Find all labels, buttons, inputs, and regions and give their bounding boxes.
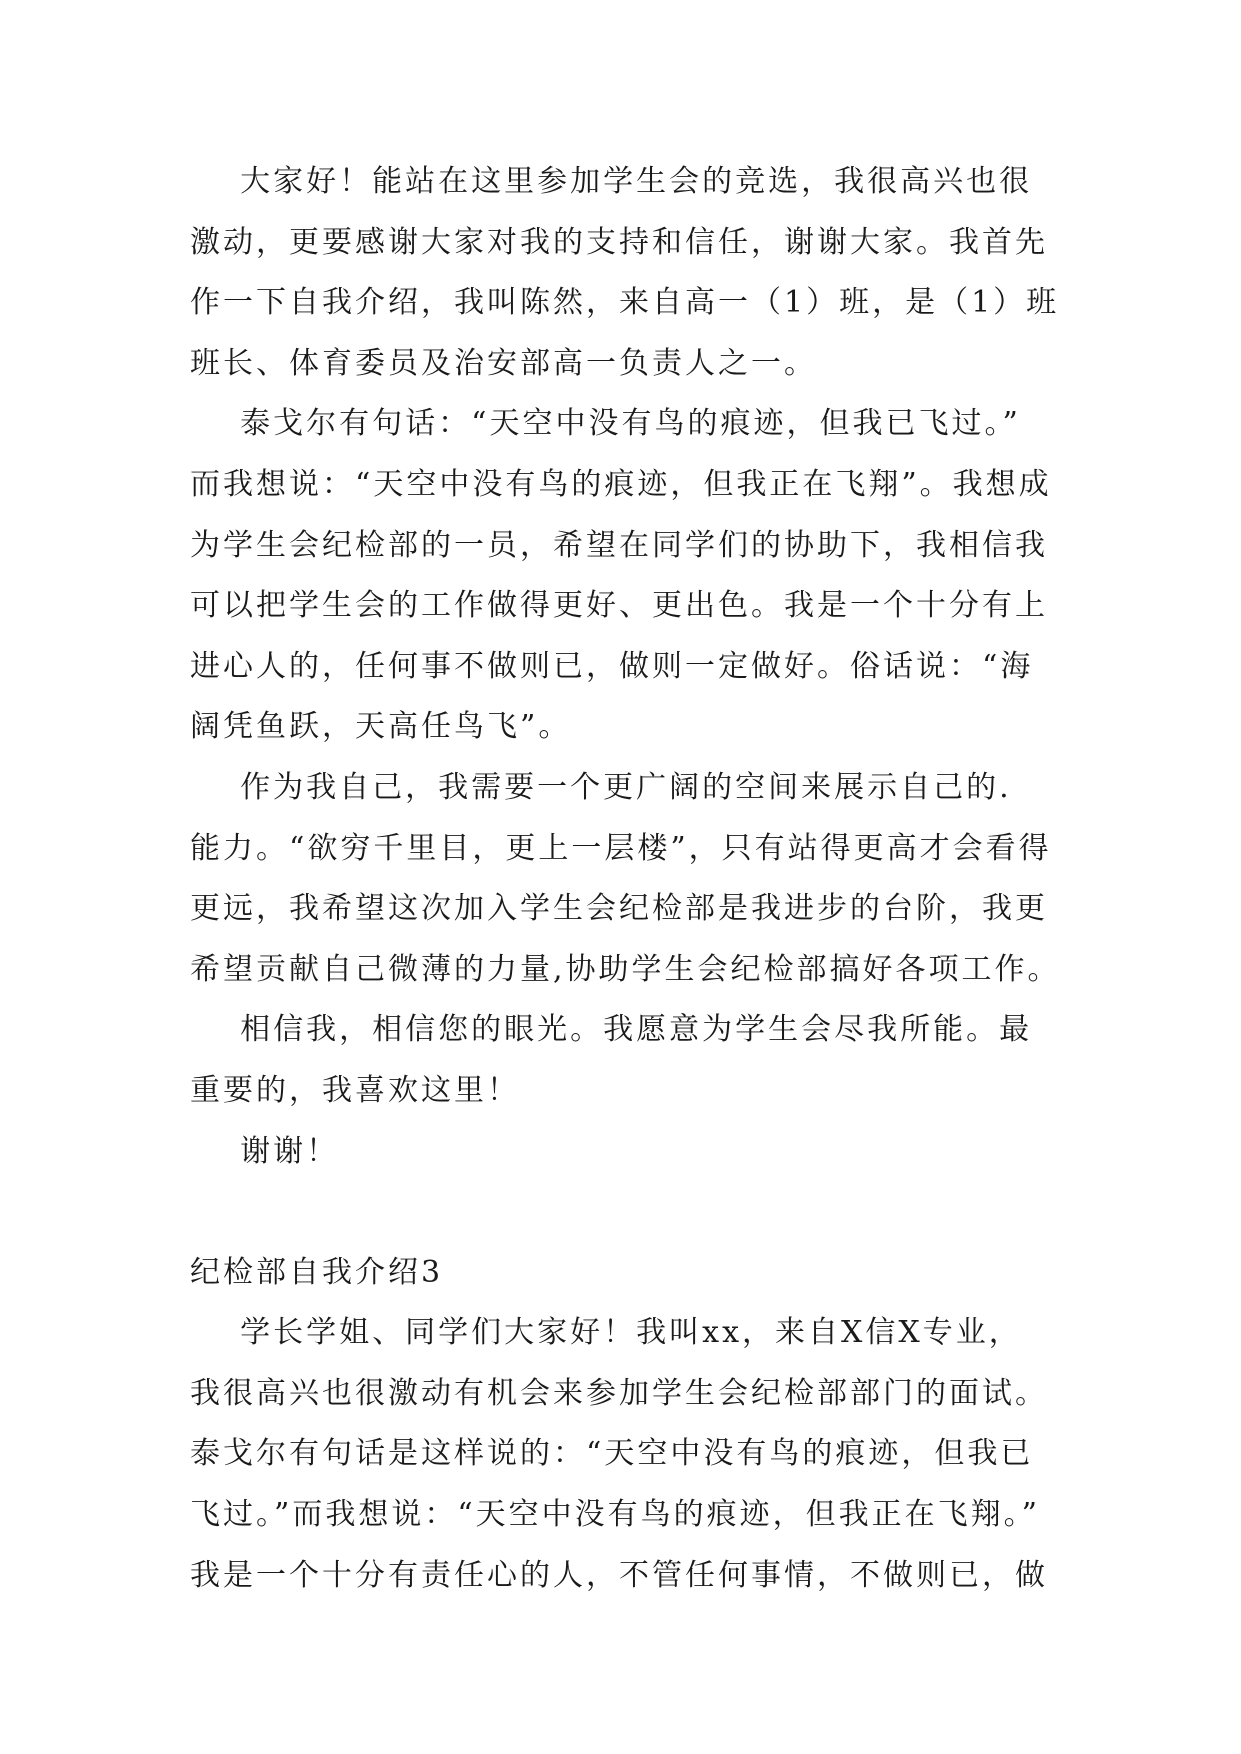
text-line: 我是一个十分有责任心的人，不管任何事情，不做则已，做: [190, 1557, 1048, 1593]
text-line: 谢谢！: [190, 1133, 340, 1169]
text-line: 泰戈尔有句话：“天空中没有鸟的痕迹，但我已飞过。”: [190, 406, 1021, 442]
text-line: 阔凭鱼跃，天高任鸟飞”。: [190, 709, 572, 745]
text-line: 飞过。”而我想说：“天空中没有鸟的痕迹，但我正在飞翔。”: [190, 1497, 1041, 1533]
text-line: 进心人的，任何事不做则已，做则一定做好。俗话说：“海: [190, 648, 1034, 684]
text-line: 作一下自我介绍，我叫陈然，来自高一（1）班，是（1）班: [190, 285, 1060, 321]
text-line: 希望贡献自己微薄的力量,协助学生会纪检部搞好各项工作。: [190, 951, 1061, 987]
text-line: 班长、体育委员及治安部高一负责人之一。: [190, 345, 817, 381]
text-line: 激动，更要感谢大家对我的支持和信任，谢谢大家。我首先: [190, 224, 1048, 260]
text-line: 重要的，我喜欢这里！: [190, 1072, 520, 1108]
text-line: 更远，我希望这次加入学生会纪检部是我进步的台阶，我更: [190, 891, 1048, 927]
document-page: [190, 152, 1061, 1606]
text-line: 可以把学生会的工作做得更好、更出色。我是一个十分有上: [190, 588, 1048, 624]
text-line: 为学生会纪检部的一员，希望在同学们的协助下，我相信我: [190, 527, 1048, 563]
text-line: 泰戈尔有句话是这样说的：“天空中没有鸟的痕迹，但我已: [190, 1436, 1034, 1472]
text-line: 我很高兴也很激动有机会来参加学生会纪检部部门的面试。: [190, 1375, 1048, 1411]
text-line: 能力。“欲穷千里目，更上一层楼”，只有站得更高才会看得: [190, 830, 1052, 866]
text-line: 而我想说：“天空中没有鸟的痕迹，但我正在飞翔”。我想成: [190, 466, 1052, 502]
text-line: 相信我，相信您的眼光。我愿意为学生会尽我所能。最: [190, 1012, 1033, 1048]
text-line: 作为我自己，我需要一个更广阔的空间来展示自己的.: [190, 769, 1012, 805]
text-line: 大家好！能站在这里参加学生会的竞选，我很高兴也很: [190, 164, 1033, 199]
section-spacer: [190, 1182, 1052, 1243]
section-heading: 纪检部自我介绍3: [190, 1254, 444, 1290]
text-line: 学长学姐、同学们大家好！我叫xx，来自X信X专业，: [190, 1315, 1022, 1351]
